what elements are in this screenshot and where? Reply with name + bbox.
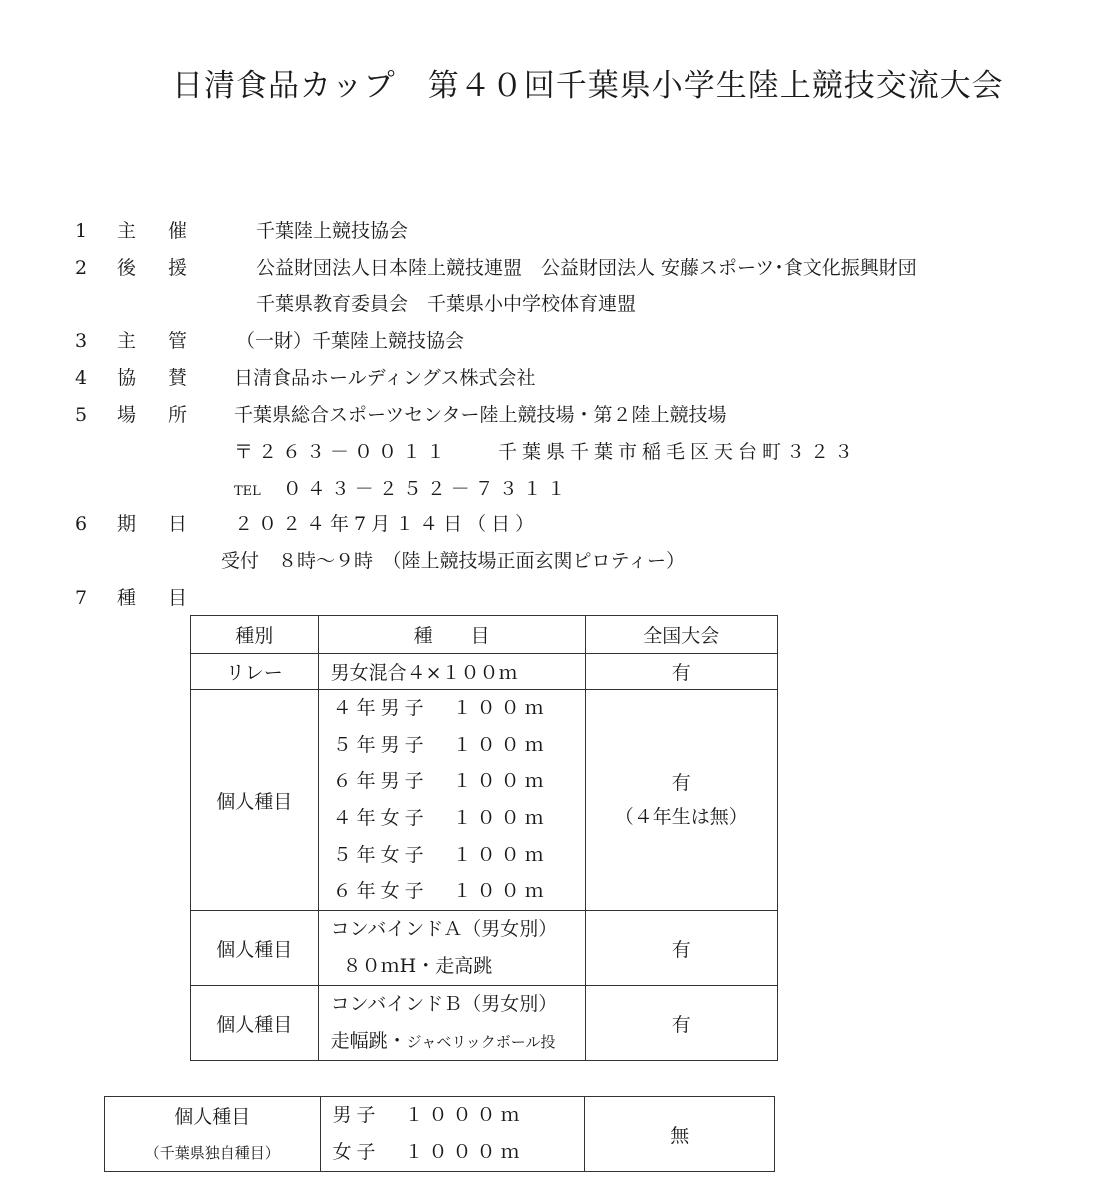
table-row — [191, 986, 778, 1061]
combined-b-category: 個人種目 — [191, 986, 319, 1061]
relay-event: 男女混合４×１００ｍ — [318, 654, 585, 690]
venue-text: 千葉県総合スポーツセンター陸上競技場・第２陸上競技場 — [234, 404, 727, 426]
individual-category: 個人種目 — [191, 690, 319, 911]
item-number: 3 — [75, 330, 88, 352]
list-item: ４年男子 １００ｍ — [332, 697, 549, 720]
item-number: 7 — [75, 587, 88, 609]
combined-b-events — [318, 986, 585, 1061]
support-text-line2: 千葉県教育委員会 千葉県小中学校体育連盟 — [256, 293, 637, 315]
list-item: ５年男子 １００ｍ — [332, 733, 549, 756]
table-row — [191, 654, 778, 690]
list-item: ６年女子 １００ｍ — [332, 880, 549, 903]
item-label-char: 協 — [117, 367, 137, 389]
item-label-char: 管 — [168, 330, 188, 352]
combined-a-events — [318, 911, 585, 986]
list-item: ８０ｍH・走高跳 — [342, 955, 493, 977]
page-title: 日清食品カップ 第４０回千葉県小学生陸上競技交流大会 — [172, 68, 1004, 104]
national-value: 有 — [671, 772, 691, 794]
combined-b-national: 有 — [585, 986, 777, 1061]
event-small: ジャベリックボール投 — [406, 1033, 556, 1051]
item-label-char: 主 — [117, 220, 137, 242]
list-item — [319, 1023, 585, 1060]
table-row — [191, 911, 778, 986]
event-date: ２０２４年7月１４日（日） — [234, 513, 540, 535]
individual-national — [585, 690, 777, 911]
item-number: 6 — [75, 513, 88, 535]
national-note: （４年生は無） — [614, 806, 748, 828]
table-row — [191, 690, 778, 911]
relay-category: リレー — [191, 654, 319, 690]
list-item: コンバインドＢ（男女別） — [330, 993, 558, 1015]
category-note: （千葉県独自種目） — [144, 1143, 280, 1162]
list-item: ５年女子 １００ｍ — [332, 843, 549, 866]
item-number: 5 — [75, 404, 88, 426]
header-event: 種 目 — [318, 616, 585, 654]
list-item: ６年男子 １００ｍ — [332, 770, 549, 793]
item-number: 1 — [75, 220, 88, 242]
item-label-char: 後 — [117, 257, 137, 279]
category-label: 個人種目 — [174, 1105, 251, 1128]
chiba-events — [320, 1097, 585, 1172]
phone-number: ０４３－２５２－７３１１ — [282, 478, 571, 500]
item-label-char: 援 — [168, 257, 188, 279]
chiba-events-table — [104, 1096, 775, 1172]
header-national: 全国大会 — [585, 616, 777, 654]
item-label-char: 期 — [117, 513, 137, 535]
reception-time: 受付 ８時～９時 （陸上競技場正面玄関ピロティー） — [221, 550, 685, 572]
sponsor-text: 日清食品ホールディングス株式会社 — [234, 367, 536, 389]
item-number: 2 — [75, 257, 88, 279]
combined-a-category: 個人種目 — [191, 911, 319, 986]
organizer-text: 千葉陸上競技協会 — [256, 220, 409, 242]
item-label-char: 場 — [117, 404, 137, 426]
chiba-national: 無 — [585, 1097, 775, 1172]
venue-phone — [234, 477, 571, 504]
table-row — [105, 1097, 775, 1172]
list-item: 女子 １０００ｍ — [332, 1141, 525, 1163]
item-label-char: 目 — [168, 587, 188, 609]
management-text: （一財）千葉陸上競技協会 — [236, 330, 465, 352]
item-label-char: 日 — [168, 513, 188, 535]
item-label-char: 催 — [168, 220, 188, 242]
relay-national: 有 — [585, 654, 777, 690]
item-label-char: 所 — [168, 404, 188, 426]
events-table — [190, 615, 778, 1061]
tel-mark: TEL — [234, 484, 261, 499]
item-label-char: 種 — [117, 587, 137, 609]
support-text-line1: 公益財団法人日本陸上競技連盟 公益財団法人 安藤スポーツ･食文化振興財団 — [256, 257, 917, 279]
list-item: 男子 １０００ｍ — [332, 1104, 525, 1126]
table-header-row — [191, 616, 778, 654]
venue-address: 〒２６３－００１１ 千葉県千葉市稲毛区天台町３２３ — [234, 441, 859, 463]
list-item: コンバインドＡ（男女別） — [330, 918, 558, 940]
chiba-category — [105, 1097, 321, 1172]
list-item: ４年女子 １００ｍ — [332, 807, 549, 829]
combined-a-national: 有 — [585, 911, 777, 986]
individual-events — [318, 690, 585, 911]
event-main: 走幅跳・ — [330, 1030, 407, 1052]
header-category: 種別 — [191, 616, 319, 654]
item-number: 4 — [75, 367, 88, 389]
item-label-char: 主 — [117, 330, 137, 352]
item-label-char: 賛 — [168, 367, 188, 389]
